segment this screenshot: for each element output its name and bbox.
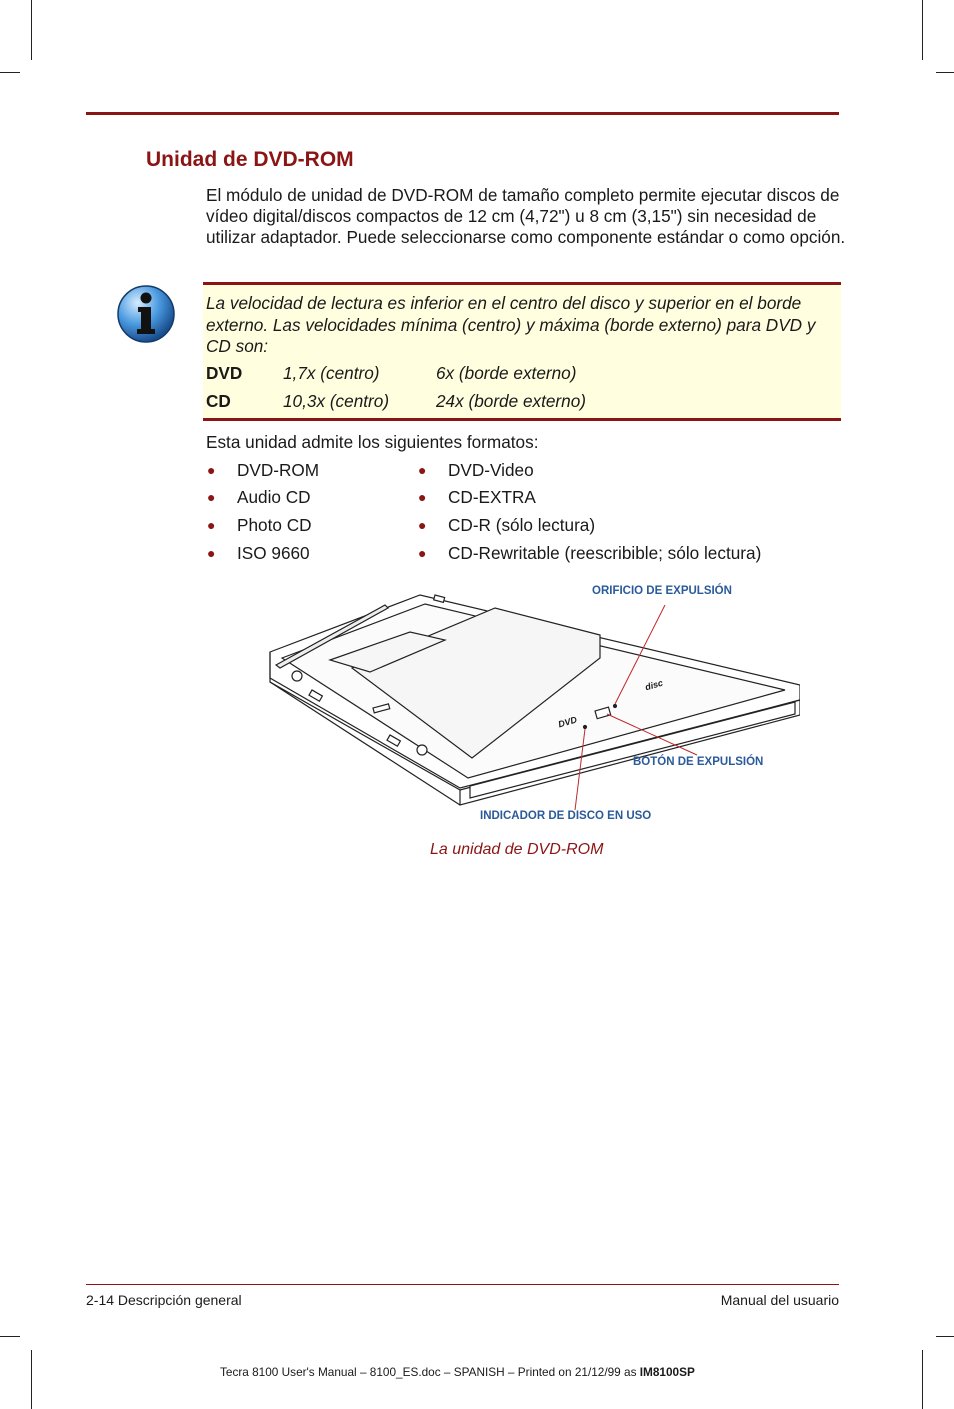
crop-mark: [936, 72, 954, 73]
crop-mark: [922, 1350, 923, 1409]
section-title: Unidad de DVD-ROM: [146, 148, 354, 171]
callout-eject-button: BOTÓN DE EXPULSIÓN: [633, 756, 764, 768]
bullet-icon: ●: [207, 517, 216, 533]
callout-disc-in-use: INDICADOR DE DISCO EN USO: [480, 810, 652, 822]
callout-eject-hole: ORIFICIO DE EXPULSIÓN: [592, 585, 732, 597]
disc-logo-text: disc: [643, 677, 665, 693]
bullet-icon: ●: [418, 545, 427, 561]
footer-page-label: 2-14 Descripción general: [86, 1292, 242, 1308]
bullet-icon: ●: [418, 489, 427, 505]
speed-max: 6x (borde externo): [436, 363, 577, 383]
crop-mark: [922, 0, 923, 60]
bullet-icon: ●: [418, 462, 427, 478]
crop-mark: [31, 0, 32, 60]
formats-intro: Esta unidad admite los siguientes formatos:: [206, 432, 539, 452]
info-icon: [116, 283, 176, 343]
bullet-icon: ●: [418, 517, 427, 533]
crop-mark: [936, 1336, 954, 1337]
crop-mark: [0, 1336, 20, 1337]
speed-min: 1,7x (centro): [283, 363, 380, 383]
footer-manual-title: Manual del usuario: [720, 1292, 839, 1308]
print-info-prefix: Tecra 8100 User's Manual – 8100_ES.doc – SPANISH – Printed on 21/12/99 as: [220, 1365, 640, 1379]
bullet-icon: ●: [207, 489, 216, 505]
speed-key: CD: [206, 391, 231, 411]
bullet-icon: ●: [207, 545, 216, 561]
crop-mark: [0, 72, 20, 73]
section-intro: El módulo de unidad de DVD-ROM de tamaño completo permite ejecutar discos de vídeo digital/discos compactos de 12 cm (4,72") u 8 cm (3,15") sin necesidad de utilizar adaptador. Puede seleccionarse como componente estándar o como opción.: [206, 185, 846, 247]
dvd-drive-illustration: [260, 590, 800, 830]
note-box: [203, 282, 841, 421]
footer-rule: [86, 1284, 839, 1285]
crop-mark: [31, 1350, 32, 1409]
speed-min: 10,3x (centro): [283, 391, 390, 411]
note-text: La velocidad de lectura es inferior en el centro del disco y superior en el borde externo. Las velocidades mínima (centro) y máxima (borde externo) para DVD y CD son:: [206, 293, 816, 356]
figure-caption: La unidad de DVD-ROM: [430, 841, 604, 858]
bullet-icon: ●: [207, 462, 216, 478]
print-info: [220, 1365, 695, 1379]
speed-max: 24x (borde externo): [436, 391, 586, 411]
header-rule: [86, 112, 839, 115]
speed-key: DVD: [206, 363, 243, 383]
dvd-logo-text: DVD: [556, 714, 579, 730]
print-code: IM8100SP: [639, 1365, 695, 1379]
